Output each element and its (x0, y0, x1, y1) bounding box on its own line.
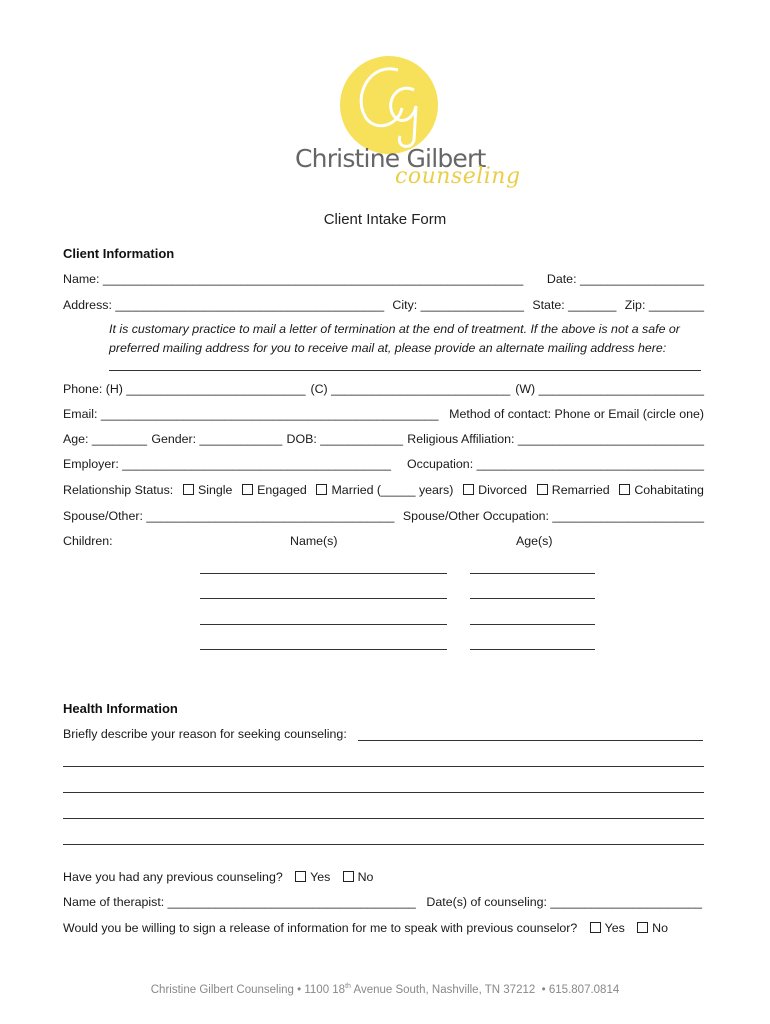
ages-header: Age(s) (516, 534, 553, 548)
city-field[interactable]: City: _______________ (392, 298, 525, 312)
employment-row (63, 457, 704, 471)
footer-phone: 615.807.0814 (548, 983, 620, 996)
checkbox-previous-yes[interactable] (295, 871, 306, 882)
release-question: Would you be willing to sign a release of information for me to speak with previous counselor? (63, 921, 578, 935)
option-engaged[interactable]: Engaged (240, 483, 307, 497)
therapist-row (63, 895, 702, 909)
spouse-occupation-field[interactable]: Spouse/Other Occupation: ______________________ (402, 509, 704, 523)
phone-home-field[interactable]: Phone: (H) __________________________ (63, 382, 306, 396)
mailing-note: It is customary practice to mail a letter of termination at the end of treatment. If the above is not a safe or preferred mailing address for you to receive mail at, please provide an alternate mailing address here: (109, 322, 680, 355)
name-field[interactable]: Name: _____________________________________________________________ (63, 272, 524, 286)
spouse-row (63, 509, 704, 523)
phone-row (63, 382, 704, 396)
child-name-line[interactable] (200, 624, 447, 625)
previous-yes-option[interactable]: Yes (293, 870, 330, 884)
footer-street-suffix: th (345, 983, 351, 990)
option-remarried[interactable]: Remarried (535, 483, 610, 497)
email-field[interactable]: Email: _________________________________________________ (63, 407, 439, 421)
children-label: Children: (63, 534, 113, 548)
release-no-option[interactable]: No (635, 921, 668, 935)
relationship-status-label: Relationship Status: (63, 483, 174, 497)
health-information-heading: Health Information (63, 701, 178, 716)
names-header: Name(s) (290, 534, 338, 548)
reason-line[interactable] (63, 818, 704, 819)
child-age-line[interactable] (470, 649, 595, 650)
child-name-line[interactable] (200, 649, 447, 650)
religion-field[interactable]: Religious Affiliation: ___________________________ (407, 432, 704, 446)
address-field[interactable]: Address: _______________________________________ (63, 298, 385, 312)
child-age-line[interactable] (470, 598, 595, 599)
reason-line[interactable] (358, 740, 703, 741)
previous-no-option[interactable]: No (341, 870, 374, 884)
gender-field[interactable]: Gender: ____________ (151, 432, 283, 446)
phone-work-field[interactable]: (W) ________________________ (515, 382, 704, 396)
logo-monogram-icon (340, 56, 438, 154)
age-field[interactable]: Age: ________ (63, 432, 148, 446)
employer-field[interactable]: Employer: _______________________________________ (63, 457, 391, 471)
reason-line[interactable] (63, 844, 704, 845)
child-age-line[interactable] (470, 624, 595, 625)
relationship-row (63, 483, 704, 497)
child-name-line[interactable] (200, 573, 447, 574)
release-row (63, 921, 668, 935)
child-age-line[interactable] (470, 573, 595, 574)
checkbox-previous-no[interactable] (343, 871, 354, 882)
logo (290, 52, 530, 202)
footer-street: Avenue South, Nashville, TN 37212 (350, 983, 536, 996)
reason-line[interactable] (63, 792, 704, 793)
spouse-field[interactable]: Spouse/Other: ____________________________________ (63, 509, 395, 523)
previous-counseling-question: Have you had any previous counseling? (63, 870, 283, 884)
occupation-field[interactable]: Occupation: _________________________________ (407, 457, 704, 471)
previous-counseling-row (63, 870, 373, 884)
contact-method-field[interactable]: Method of contact: Phone or Email (circle one) (449, 407, 704, 421)
release-yes-option[interactable]: Yes (588, 921, 625, 935)
phone-cell-field[interactable]: (C) __________________________ (310, 382, 511, 396)
checkbox-engaged[interactable] (242, 484, 253, 495)
option-single[interactable]: Single (181, 483, 232, 497)
checkbox-single[interactable] (183, 484, 194, 495)
checkbox-cohabitating[interactable] (619, 484, 630, 495)
counseling-dates-field[interactable]: Date(s) of counseling: ______________________ (426, 895, 702, 909)
option-divorced[interactable]: Divorced (461, 483, 527, 497)
form-title: Client Intake Form (323, 211, 447, 228)
footer-street-number: 1100 18 (304, 983, 346, 996)
alternate-address-line[interactable] (109, 370, 701, 371)
child-name-line[interactable] (200, 598, 447, 599)
checkbox-release-yes[interactable] (590, 922, 601, 933)
logo-script: counseling (395, 164, 521, 189)
footer-org: Christine Gilbert Counseling (150, 983, 294, 996)
dob-field[interactable]: DOB: ____________ (286, 432, 403, 446)
reason-label: Briefly describe your reason for seeking counseling: (63, 727, 347, 741)
date-field[interactable]: Date: __________________ (546, 272, 704, 286)
option-cohabitating[interactable]: Cohabitating (617, 483, 704, 497)
checkbox-remarried[interactable] (537, 484, 548, 495)
client-information-heading: Client Information (63, 246, 175, 261)
reason-line[interactable] (63, 766, 704, 767)
therapist-name-field[interactable]: Name of therapist: ____________________________________ (63, 895, 416, 909)
address-row (63, 298, 704, 312)
email-row (63, 407, 704, 421)
checkbox-married[interactable] (316, 484, 327, 495)
logo-name: Christine Gilbert (295, 144, 486, 173)
footer: Christine Gilbert Counseling • 1100 18th Avenue South, Nashville, TN 37212 • 615.807.0814 (150, 983, 620, 996)
zip-field[interactable]: Zip: ________ (624, 298, 704, 312)
demographics-row (63, 432, 704, 446)
option-married[interactable]: Married (_____ years) (314, 483, 453, 497)
name-date-row (63, 272, 704, 286)
checkbox-divorced[interactable] (463, 484, 474, 495)
state-field[interactable]: State: _______ (532, 298, 617, 312)
checkbox-release-no[interactable] (637, 922, 648, 933)
